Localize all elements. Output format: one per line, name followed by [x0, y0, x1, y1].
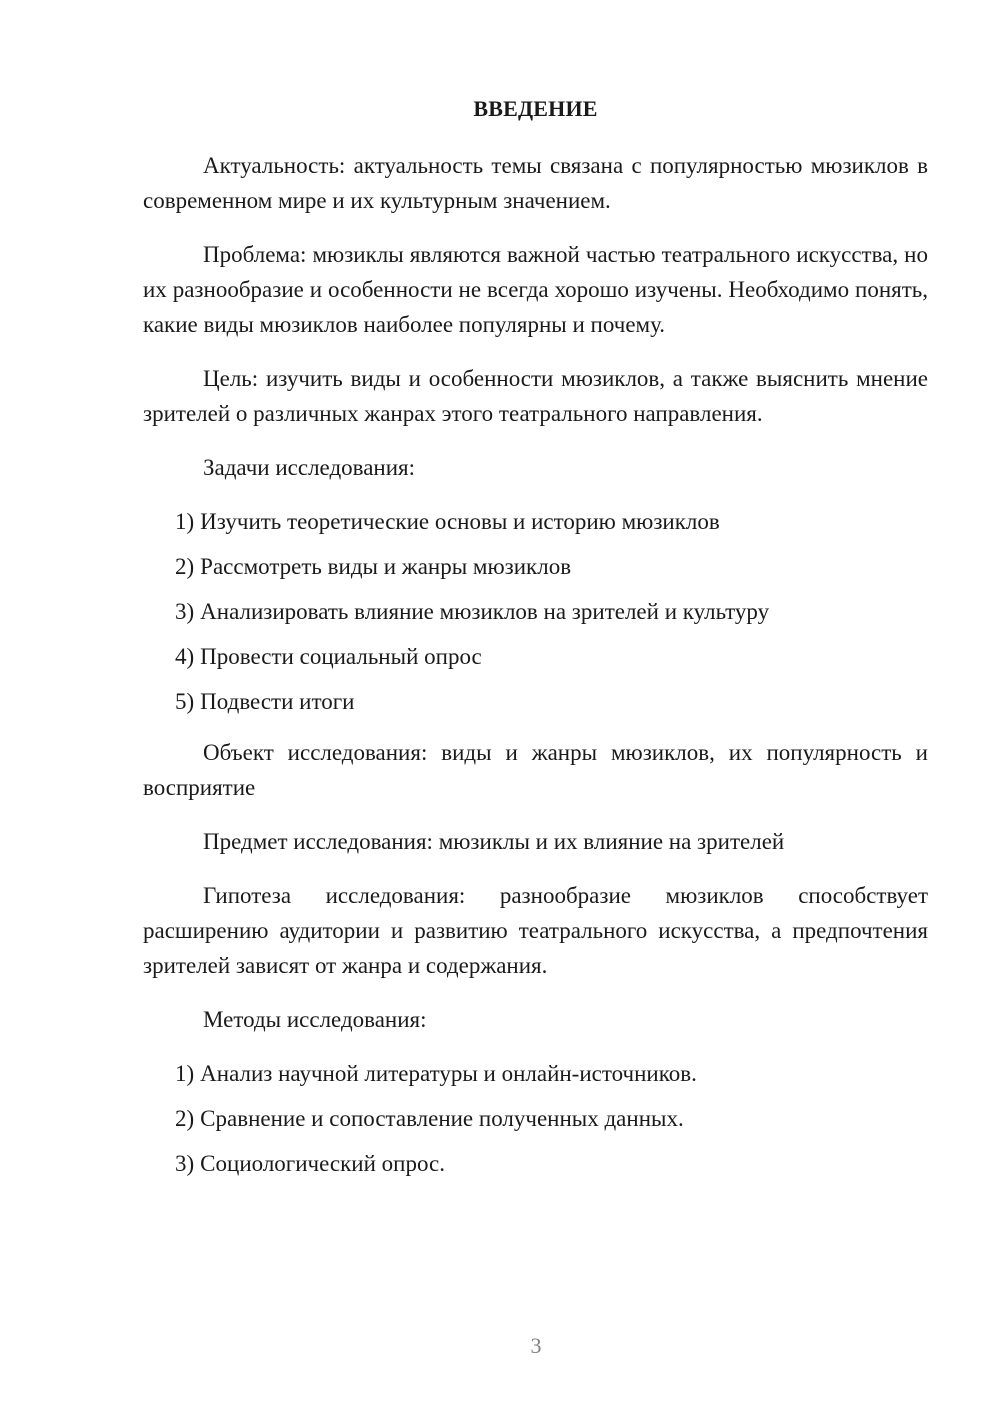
tasks-list — [143, 504, 928, 719]
list-item — [143, 549, 928, 584]
relevance-paragraph: Актуальность: актуальность темы связана с популярностью мюзиклов в современном мире и их культурным значением. — [143, 153, 928, 213]
list-text: Анализировать влияние мюзиклов на зрителей и культуру — [200, 599, 770, 624]
list-item — [143, 1101, 928, 1136]
list-item — [143, 684, 928, 719]
list-item — [143, 504, 928, 539]
list-item — [143, 639, 928, 674]
methods-list — [143, 1056, 928, 1181]
list-number: 2) — [175, 554, 195, 579]
problem-paragraph: Проблема: мюзиклы являются важной частью театрального искусства, но их разнообразие и особенности не всегда хорошо изучены. Необходимо понять, какие виды мюзиклов наиболее популярны и почему. — [143, 242, 928, 337]
list-text: Подвести итоги — [200, 689, 355, 714]
page-content — [143, 96, 928, 1191]
object-paragraph: Объект исследования: виды и жанры мюзиклов, их популярность и восприятие — [143, 740, 928, 800]
hypothesis-paragraph: Гипотеза исследования: разнообразие мюзиклов способствует расширению аудитории и развитию театрального искусства, а предпочтения зрителей зависят от жанра и содержания. — [143, 883, 928, 978]
subject-paragraph: Предмет исследования: мюзиклы и их влияние на зрителей — [203, 829, 785, 854]
list-item — [143, 594, 928, 629]
list-text: Провести социальный опрос — [200, 644, 482, 669]
list-text: Изучить теоретические основы и историю мюзиклов — [200, 509, 720, 534]
page-number: 3 — [530, 1333, 542, 1358]
list-number: 1) — [175, 509, 195, 534]
list-text: Социологический опрос. — [200, 1151, 445, 1176]
list-text: Сравнение и сопоставление полученных данных. — [200, 1106, 684, 1131]
list-item — [143, 1056, 928, 1091]
methods-title: Методы исследования: — [203, 1007, 427, 1032]
list-text: Рассмотреть виды и жанры мюзиклов — [200, 554, 572, 579]
list-number: 5) — [175, 689, 195, 714]
list-number: 2) — [175, 1106, 195, 1131]
tasks-title: Задачи исследования: — [203, 455, 416, 480]
list-text: Анализ научной литературы и онлайн-источников. — [200, 1061, 697, 1086]
list-number: 3) — [175, 1151, 195, 1176]
list-item — [143, 1146, 928, 1181]
list-number: 1) — [175, 1061, 195, 1086]
list-number: 4) — [175, 644, 195, 669]
list-number: 3) — [175, 599, 195, 624]
goal-paragraph: Цель: изучить виды и особенности мюзиклов, а также выяснить мнение зрителей о различных жанрах этого театрального направления. — [143, 366, 928, 426]
section-heading: ВВЕДЕНИЕ — [473, 96, 598, 121]
